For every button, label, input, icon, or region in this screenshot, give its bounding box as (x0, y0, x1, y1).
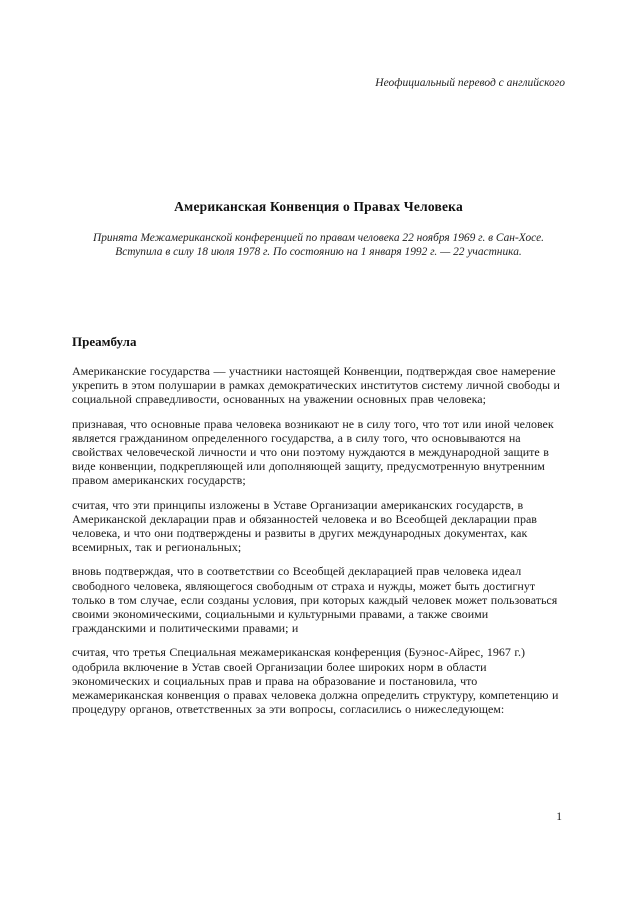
preamble-paragraph-4: вновь подтверждая, что в соответствии со Всеобщей декларацией прав человека идеал свободного человека, являющегося свободным от страха и нужды, может быть достигнут только в том случае, если созданы условия, при которых каждый человек может пользоваться своими экономическими, социальными и культурными правами, а также своими гражданскими и политическими правами; и (72, 564, 558, 636)
preamble-paragraph-2: признавая, что основные права человека возникают не в силу того, что тот или иной человек является гражданином определенного государства, а в силу того, что основываются на свойствах человеческой личности и что они поэтому нуждаются в международной защите в виде конвенции, подкрепляющей или дополняющей защиту, предусмотренную внутренним правом американских государств; (72, 416, 554, 488)
preamble-heading: Преамбула (72, 334, 137, 349)
preamble-paragraph-1: Американские государства — участники настоящей Конвенции, подтверждая свое намерение укрепить в этом полушарии в рамках демократических институтов систему личной свободы и социальной справедливости, основанных на уважении основных прав человека; (72, 364, 560, 407)
page-number: 1 (556, 811, 562, 823)
subtitle-line-2: Вступила в силу 18 июля 1978 г. По состоянию на 1 января 1992 г. — 22 участника. (115, 246, 522, 258)
subtitle-line-1: Принята Межамериканской конференцией по правам человека 22 ноября 1969 г. в Сан-Хосе. (93, 232, 544, 244)
preamble-paragraph-5: считая, что третья Специальная межамериканская конференция (Буэнос-Айрес, 1967 г.) одобрила включение в Устав своей Организации более широких норм в области экономических и социальных прав и права на образование и постановила, что межамериканская конвенция о правах человека должна определить структуру, компетенцию и процедуру органов, ответственных за эти вопросы, согласились о нижеследующем: (72, 645, 559, 717)
document-subtitle (72, 231, 565, 259)
document-title: Американская Конвенция о Правах Человека (174, 199, 463, 214)
preamble-paragraph-3: считая, что эти принципы изложены в Уставе Организации американских государств, в Американской декларации прав и обязанностей человека и во Всеобщей декларации прав человека, и что они подтверждены и развиты в других международных документах, как всемирных, так и региональных; (72, 497, 537, 555)
translation-note: Неофициальный перевод с английского (375, 77, 565, 89)
